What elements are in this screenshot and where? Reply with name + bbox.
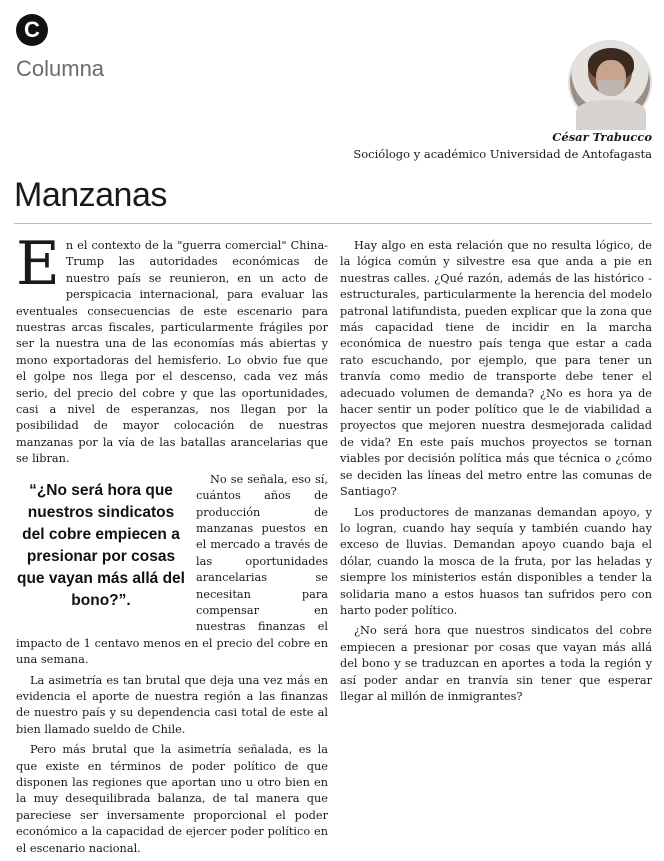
article-title: Manzanas	[14, 176, 167, 214]
article-column-left	[16, 229, 328, 861]
paragraph-3: La asimetría es tan brutal que deja una vez más en evidencia el aporte de nuestra región a las finanzas de nuestro país y su dependencia casi total de este al bien llamado sueldo de Chile.	[16, 673, 328, 736]
paragraph-4: Pero más brutal que la asimetría señalada, es la que existe en términos de poder político de que disponen las regiones que aportan uno u otro bien en la muy desequilibrada balanza, de tal manera que pareciese ser inversamente proporcional el poder económico a la capacidad de ejercer poder político en el escenario nacional.	[16, 743, 328, 855]
paragraph-5: Hay algo en esta relación que no resulta lógico, de la lógica común y silvestre esa que anda a pie en nuestras calles. ¿Qué razón, además de las histórico -estructurales, particularmente la herencia del modelo patronal latifundista, pueden explicar que la zona que más capacidad tiene de incidir en la marcha económica de nuestro país tenga que estar a cada rato escuchando, por ejemplo, que para tener un tranvía como medio de transporte debe tener el adecuado volumen de demanda? ¿No es hora ya de hacer sentir un poder político que le de viabilidad a proyectos que mejoren nuestra desmejorada calidad de vida? En este país muchos proyectos se tornan viables por decisión política más que técnica o ¿cómo se deciden las líneas del metro entre las comunas de Santiago?	[340, 239, 652, 499]
drop-cap: E	[16, 229, 60, 299]
author-photo	[568, 40, 652, 124]
publication-logo: C	[16, 14, 48, 46]
paragraph-6: Los productores de manzanas demandan apoyo, y lo logran, cuando hay sequía y también cuando hay exceso de lluvias. Demandan apoyo cuando baja el dólar, cuando la mosca de la fruta, por las heladas y siempre los ministerios están disponibles a tender la solidaria mano a estos huasos tan sufridos pero con harto poder político.	[340, 505, 652, 617]
section-label: Columna	[16, 56, 105, 81]
title-divider	[14, 223, 652, 224]
author-name: César Trabucco	[552, 130, 652, 144]
paragraph-2: No se señala, eso sí, cuántos años de producción de manzanas puestos en el mercado a través de las oportunidades arancelarias se necesitan para compensar en nuestras finanzas el impacto de 1 centavo menos en el precio del cobre en una semana.	[16, 472, 328, 667]
paragraph-1: En el contexto de la "guerra comercial" China-Trump las autoridades económicas de nuestro país se reunieron, en un acto de perspicacia internacional, para evaluar las eventuales consecuencias de este escenario para nuestras arcas fiscales, particularmente frágiles por ser la nuestra una de las economías más abiertas y mono exportadoras del hemisferio. Lo obvio fue que el golpe nos llega por el descenso, cada vez más serio, del precio del cobre y que las oportunidades, casi a nivel de esperanzas, nos llegan por la posibilidad de mayor colocación de nuestras manzanas por la vía de las batallas arancelarias que se libran.	[16, 229, 328, 466]
author-role: Sociólogo y académico Universidad de Antofagasta	[353, 147, 652, 161]
pull-quote: “¿No será hora que nuestros sindicatos del cobre empiecen a presionar por cosas que vayan más allá del bono?”.	[16, 481, 185, 609]
article-column-right	[340, 238, 652, 709]
paragraph-7: ¿No será hora que nuestros sindicatos del cobre empiecen a presionar por cosas que vayan más allá del bono y se traduzcan en aportes a toda la región y así poder andar en tranvía sin tener que esperar llegar al millón de inmigrantes?	[340, 624, 652, 703]
